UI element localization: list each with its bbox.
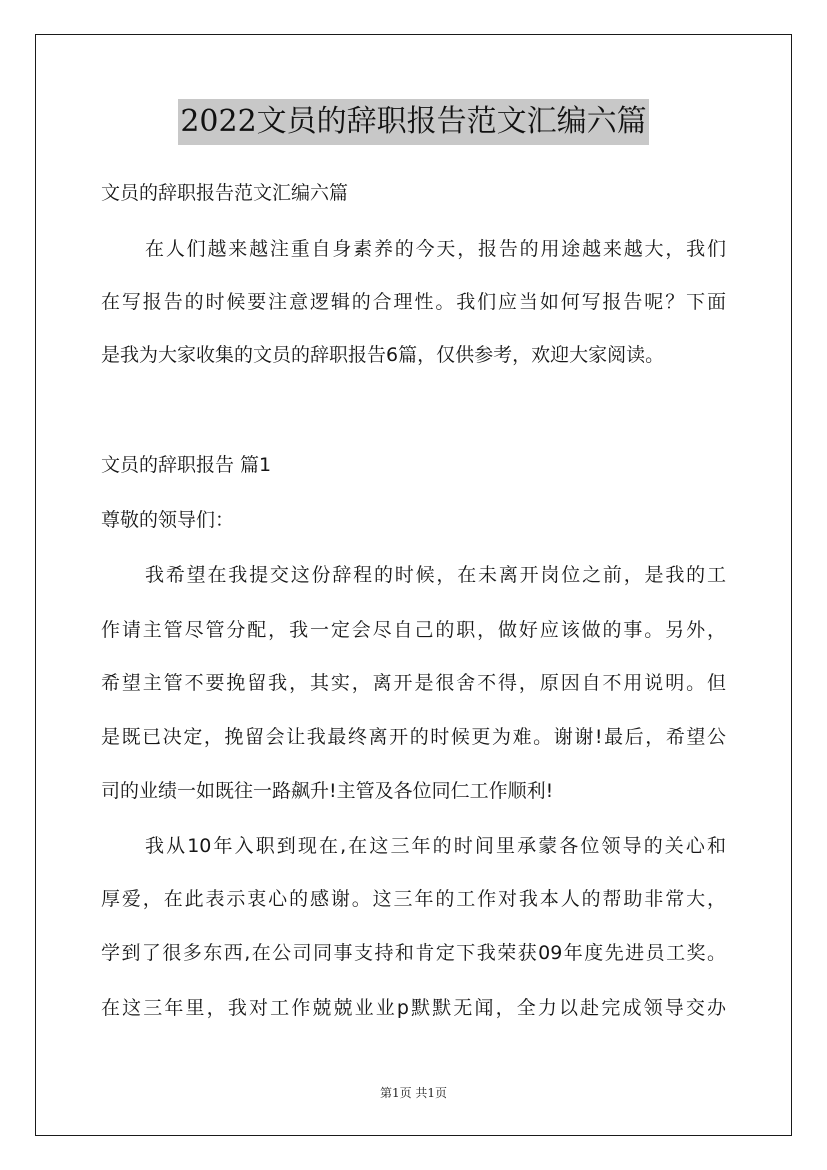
body-line: 我希望在我提交这份辞程的时候，在未离开岗位之前，是我的工 (145, 564, 726, 586)
intro-line: 在人们越来越注重自身素养的今天，报告的用途越来越大，我们 (145, 238, 726, 260)
body-line: 学到了很多东西,在公司同事支持和肯定下我荣获09年度先进员工奖。 (101, 942, 726, 964)
body-line: 司的业绩一如既往一路飙升!主管及各位同仁工作顺利! (101, 780, 554, 802)
salutation: 尊敬的领导们： (101, 509, 235, 531)
intro-line: 是我为大家收集的文员的辞职报告6篇，仅供参考，欢迎大家阅读。 (101, 344, 665, 366)
body-line: 希望主管不要挽留我，其实，离开是很舍不得，原因自不用说明。但 (101, 672, 726, 694)
document-subtitle: 文员的辞职报告范文汇编六篇 (101, 182, 349, 204)
document-title: 2022文员的辞职报告范文汇编六篇 (178, 99, 648, 145)
body-line: 在这三年里，我对工作兢兢业业p默默无闻，全力以赴完成领导交办 (101, 997, 726, 1019)
section-heading: 文员的辞职报告 篇1 (101, 454, 272, 476)
intro-line: 在写报告的时候要注意逻辑的合理性。我们应当如何写报告呢？下面 (101, 291, 726, 313)
body-line: 作请主管尽管分配，我一定会尽自己的职，做好应该做的事。另外， (101, 619, 726, 641)
title-container (0, 99, 827, 145)
body-line: 厚爱，在此表示衷心的感谢。这三年的工作对我本人的帮助非常大， (101, 888, 726, 910)
page-footer: 第1页 共1页 (379, 1086, 448, 1100)
body-line: 我从10年入职到现在,在这三年的时间里承蒙各位领导的关心和 (145, 835, 726, 857)
body-line: 是既已决定，挽留会让我最终离开的时候更为难。谢谢!最后，希望公 (101, 726, 726, 748)
